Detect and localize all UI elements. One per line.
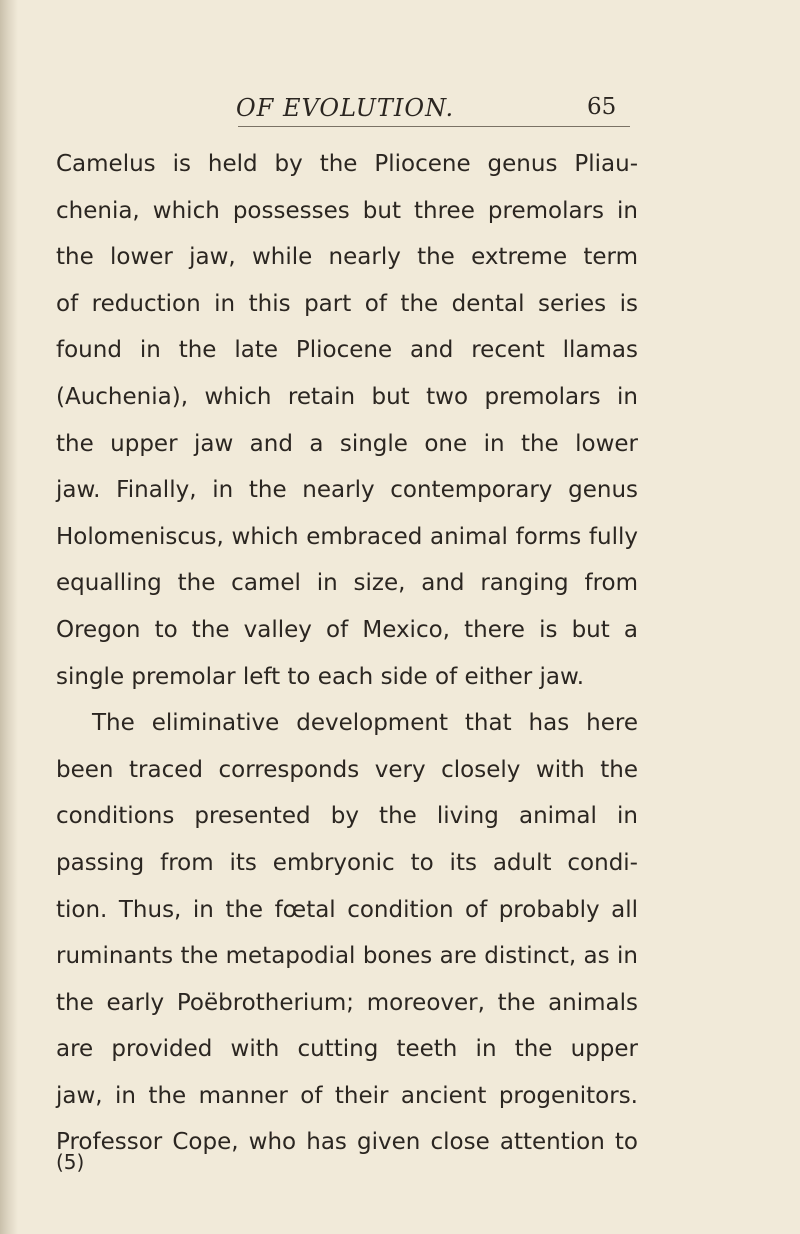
- text-line: conditions presented by the living animal in: [56, 803, 638, 830]
- body-text: [56, 141, 638, 1166]
- text-line: the lower jaw, while nearly the extreme term: [56, 244, 638, 271]
- text-line: equalling the camel in size, and ranging from: [56, 570, 638, 597]
- text-line: single premolar left to each side of either jaw.: [56, 663, 585, 690]
- signature-mark: (5): [56, 1150, 85, 1174]
- text-line: been traced corresponds very closely with the: [56, 756, 638, 783]
- text-line: jaw. Finally, in the nearly contemporary genus: [56, 477, 638, 504]
- text-line: Camelus is held by the Pliocene genus Pliau-: [56, 151, 638, 177]
- text-line: Professor Cope, who has given close attention to: [56, 1129, 638, 1156]
- text-line: are provided with cutting teeth in the upper: [56, 1036, 638, 1063]
- text-line: (Auchenia), which retain but two premolars in: [56, 383, 638, 410]
- text-line: Holomeniscus, which embraced animal forms fully: [56, 523, 638, 550]
- text-line: The eliminative development that has here: [92, 710, 638, 737]
- header-rule: [238, 126, 630, 127]
- text-line: ruminants the metapodial bones are distinct, as in: [56, 943, 638, 970]
- text-line: of reduction in this part of the dental series is: [56, 290, 638, 317]
- text-line: chenia, which possesses but three premolars in: [56, 197, 638, 224]
- page-number: 65: [587, 94, 617, 120]
- text-line: the early Poëbrotherium; moreover, the animals: [56, 989, 638, 1016]
- text-line: the upper jaw and a single one in the lower: [56, 430, 638, 457]
- text-line: Oregon to the valley of Mexico, there is but a: [56, 616, 638, 643]
- text-line: jaw, in the manner of their ancient progenitors.: [56, 1082, 638, 1109]
- text-line: passing from its embryonic to its adult condi-: [56, 849, 638, 876]
- page-gutter-shadow: [0, 0, 18, 1234]
- running-title: OF EVOLUTION.: [236, 94, 455, 122]
- text-line: tion. Thus, in the fœtal condition of probably all: [56, 896, 638, 923]
- text-line: found in the late Pliocene and recent llamas: [56, 337, 638, 364]
- page-header: [0, 88, 800, 128]
